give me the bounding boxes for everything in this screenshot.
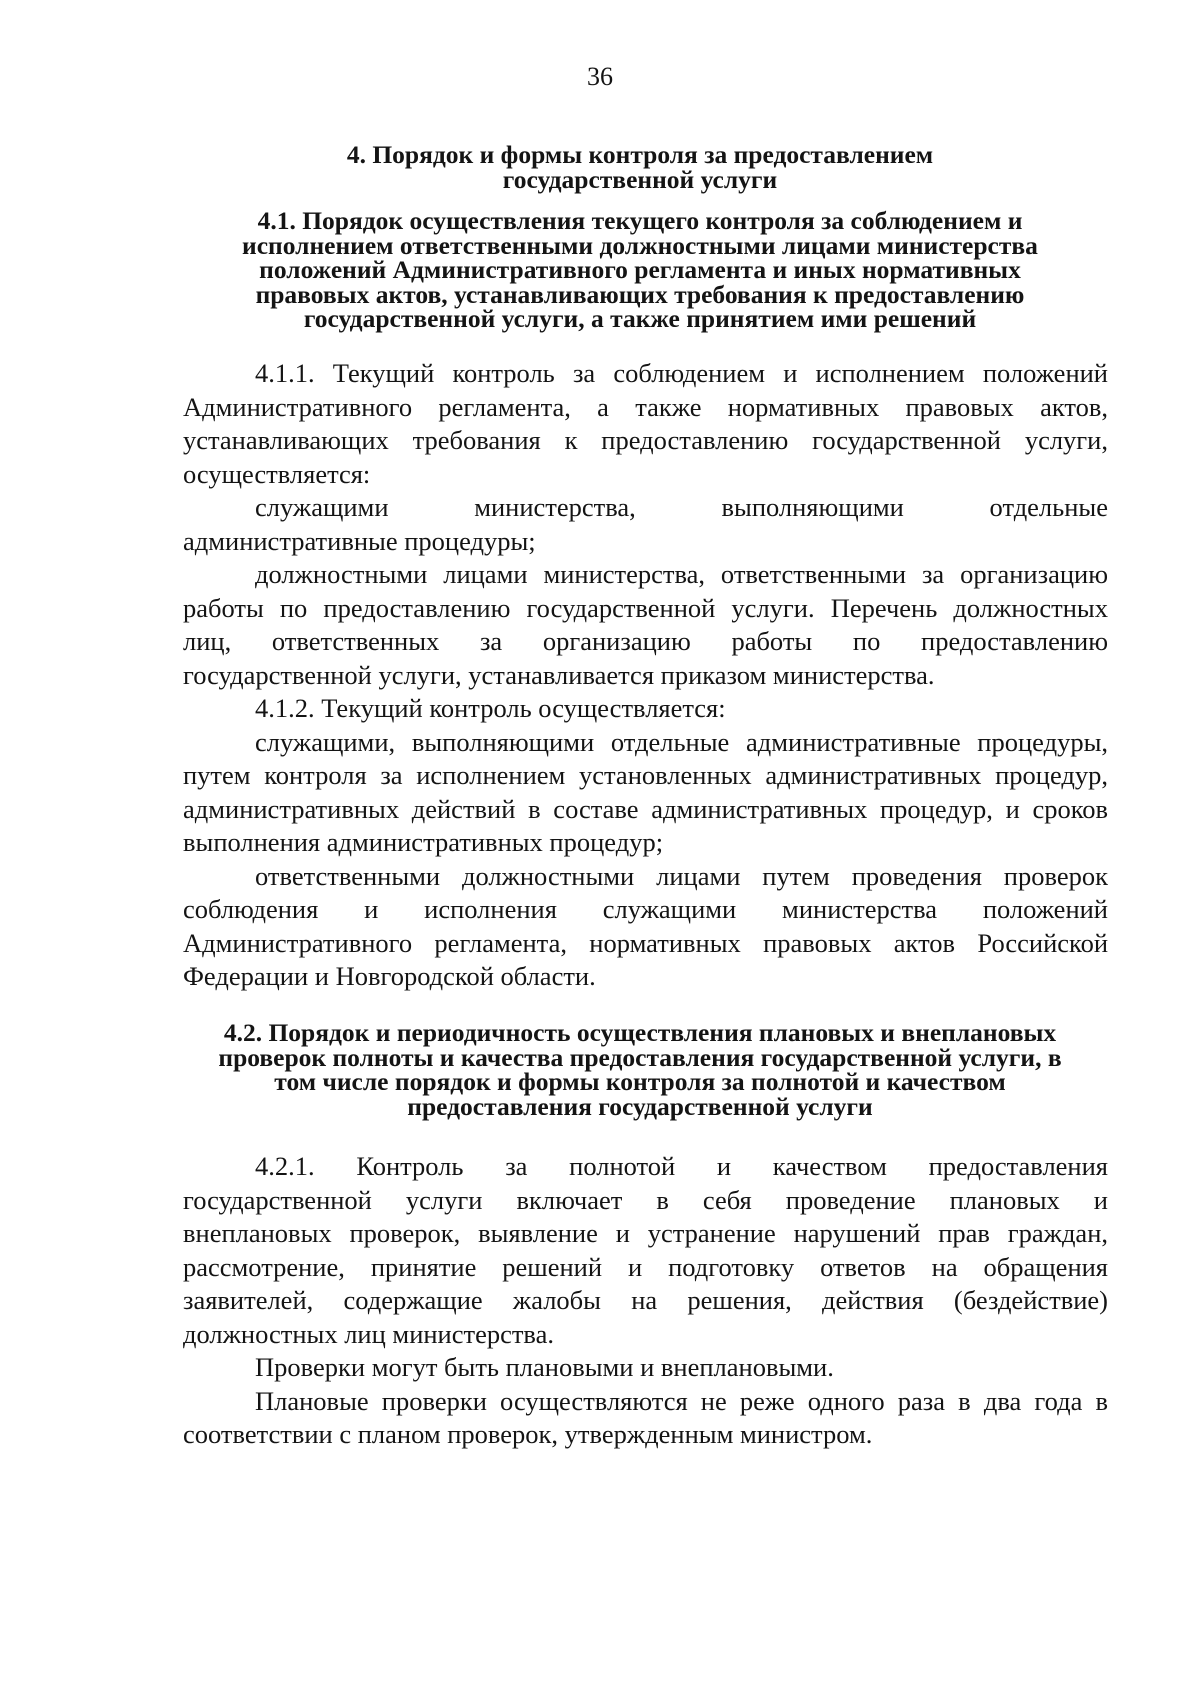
heading-line: проверок полноты и качества предоставления государственной услуги, в	[218, 1042, 1062, 1072]
section-4-heading	[180, 140, 1100, 194]
heading-line: предоставления государственной услуги	[407, 1091, 873, 1121]
paragraph-line: Проверки могут быть плановыми и внеплановыми.	[255, 1352, 834, 1382]
paragraph-line: 4.1.1. Текущий контроль за соблюдением и исполнением положений	[255, 358, 1108, 388]
paragraph-line: служащими министерства, выполняющими отдельные	[255, 492, 1108, 522]
paragraph-line: осуществляется:	[183, 458, 371, 489]
paragraph-line: путем контроля за исполнением установленных административных процедур,	[183, 760, 1108, 790]
heading-line: правовых актов, устанавливающих требования к предоставлению	[255, 279, 1025, 309]
paragraph-line: служащими, выполняющими отдельные административные процедуры,	[255, 726, 1108, 757]
paragraph-line: 4.1.2. Текущий контроль осуществляется:	[255, 693, 726, 723]
paragraph-line: государственной услуги включает в себя проведение плановых и	[183, 1184, 1108, 1215]
paragraph-line: административных действий в составе административных процедур, и сроков	[183, 793, 1108, 824]
paragraph-line: должностных лиц министерства.	[183, 1318, 554, 1349]
heading-line: 4. Порядок и формы контроля за предоставлением	[346, 140, 934, 169]
section-4-2-heading	[180, 1018, 1100, 1121]
section-4-1-heading	[180, 206, 1100, 333]
paragraph-line: административные процедуры;	[183, 525, 536, 556]
paragraph-line: ответственными должностными лицами путем проведения проверок	[255, 860, 1108, 891]
page-number: 36	[587, 62, 613, 91]
paragraph-line: 4.2.1. Контроль за полнотой и качеством предоставления	[255, 1151, 1108, 1181]
paragraph-line: устанавливающих требования к предоставлению государственной услуги,	[183, 425, 1108, 455]
heading-line: положений Административного регламента и иных нормативных	[259, 255, 1021, 284]
heading-line: государственной услуги, а также принятием ими решений	[303, 304, 977, 333]
paragraph-line: выполнения административных процедур;	[183, 827, 664, 857]
paragraph-line: рассмотрение, принятие решений и подготовку ответов на обращения	[183, 1251, 1108, 1282]
paragraph-line: Административного регламента, нормативных правовых актов Российской	[183, 927, 1108, 958]
heading-line: 4.2. Порядок и периодичность осуществления плановых и внеплановых	[223, 1018, 1057, 1047]
paragraph-line: Федерации и Новгородской области.	[183, 961, 596, 991]
paragraph-line: лиц, ответственных за организацию работы по предоставлению	[183, 626, 1108, 656]
paragraph-line: Плановые проверки осуществляются не реже одного раза в два года в	[255, 1385, 1108, 1416]
paragraph-line: государственной услуги, устанавливается приказом министерства.	[183, 659, 935, 690]
heading-line: том числе порядок и формы контроля за полнотой и качеством	[274, 1067, 1006, 1096]
paragraph-line: заявителей, содержащие жалобы на решения, действия (бездействие)	[183, 1285, 1108, 1315]
heading-line: 4.1. Порядок осуществления текущего контроля за соблюдением и	[257, 206, 1023, 235]
paragraph-line: соблюдения и исполнения служащими министерства положений	[183, 894, 1108, 924]
paragraph-line: работы по предоставлению государственной услуги. Перечень должностных	[183, 592, 1108, 623]
section-4-2-body	[183, 1150, 1108, 1452]
section-4-1-body	[183, 357, 1108, 994]
paragraph-line: внеплановых проверок, выявление и устранение нарушений прав граждан,	[183, 1218, 1108, 1248]
heading-line: государственной услуги	[502, 164, 778, 194]
paragraph-line: соответствии с планом проверок, утвержденным министром.	[183, 1419, 873, 1449]
paragraph-line: Административного регламента, а также нормативных правовых актов,	[183, 391, 1108, 422]
heading-line: исполнением ответственными должностными лицами министерства	[242, 230, 1038, 260]
paragraph-line: должностными лицами министерства, ответственными за организацию	[255, 559, 1108, 589]
